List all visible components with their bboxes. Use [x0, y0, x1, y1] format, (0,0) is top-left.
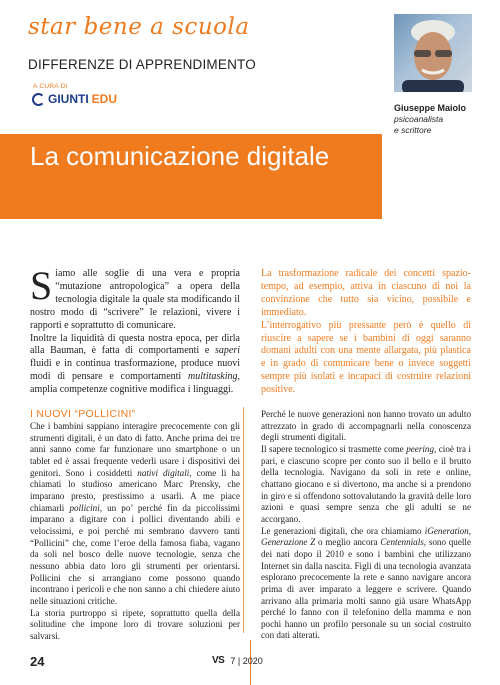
body-right-p1: Perché le nuove generazioni non hanno trovato un adulto attrezzato in grado di accompagnarli nella conoscenza degli strumenti digitali. [261, 409, 471, 443]
body-left-p1-b: , come li ha chiamati lo studioso americano Marc Prensky, che imparano presto, prestissimo a usarli. A me piace chiamarli [30, 467, 240, 513]
intro-text: iamo alle soglie di una vera e propria “mutazione antropologica” a opera della tecnologia digitale la quale sta modificando il nostro modo di “scrivere” le relazioni, vivere i rapporti e soprattutto di comunicare. [30, 268, 240, 331]
body-right-p3-a: Le generazioni digitali, che ora chiamiamo [261, 525, 425, 536]
giunti-g-icon [32, 93, 45, 106]
intro-p2-c: , amplia competenze cognitive modifica i linguaggi. [30, 371, 240, 396]
body-right-p3-c: , sono quelle dei nati dopo il 2010 e sono i bambini che utilizzano Internet sin dalla nascita. Figli di una tecnologia avanzata esplorano precocemente la rete e sanno navigare ancora prima di aver imparato a leggere e scrivere. Quando arrivano alla primaria molti sanno già usare WhatsApp perché lo fanno con il telefonino della mamma e non pochi hanno un profilo personale su un social costruito con dati alterati. [261, 537, 471, 641]
author-role-line1: psicoanalista [394, 114, 444, 124]
body-right-p3-em1: iGeneration, Generazione Z [261, 525, 471, 548]
author-role [394, 114, 443, 136]
body-right-p2-em: peering [406, 443, 434, 454]
intro-p2-a: Inoltre la liquidità di questa nostra epoca, per dirla alla Bauman, è fatta di comportamenti e [30, 332, 240, 357]
intro-paragraph-1 [30, 263, 240, 333]
page-number: 24 [30, 654, 45, 669]
column-divider [243, 407, 244, 633]
author-photo [394, 14, 472, 92]
intro-p2-em1: saperi [215, 345, 240, 357]
author-role-line2: e scrittore [394, 125, 432, 135]
body-left-p1-em1: nativi digitali [137, 467, 190, 478]
section-heading: DIFFERENZE DI APPRENDIMENTO [28, 57, 256, 72]
body-left-p1-em2: pollicini [69, 502, 100, 513]
intro-p2-em2: multitasking [188, 371, 238, 383]
issue-label: 7 | 2020 [230, 655, 263, 666]
body-left-p1 [30, 421, 240, 608]
body-left-column [30, 421, 240, 642]
body-right-p2 [261, 444, 471, 526]
author-portrait-icon [394, 14, 472, 92]
body-right-column [261, 409, 471, 642]
body-right-p3-b: o meglio ancora [315, 537, 381, 548]
intro-p2-b: fluidi e in continua trasformazione, produce nuovi modi di pensare e comportamenti [30, 358, 240, 383]
body-left-p1-a: Che i bambini sappiano interagire precocemente con gli strumenti digitali, è un dato di fatto. Anche prima dei tre anni sanno come far funzionare uno smartphone o un tablet ed è assai frequente vederli usare i dispositivi dei genitori. Sono i cosiddetti [30, 421, 240, 478]
body-right-p2-b: , cioè tra i pari, e ciascuno scopre per conto suo il bello e il brutto della tecnologia. Navigano da soli in rete e online, chattano giocano e si divertono, ma anche si a prendono in giro e si offendono sottovalutando la gravità delle loro azioni e quasi sempre senza che gli adulti se ne accorgano. [261, 443, 471, 524]
intro-left-column [30, 263, 240, 397]
brand-title: star bene a scuola [28, 14, 250, 40]
dropcap: S [30, 263, 53, 308]
curated-by-label: A CURA DI [33, 83, 68, 90]
article-title: La comunicazione digitale [30, 141, 330, 171]
author-name: Giuseppe Maiolo [394, 103, 467, 113]
body-right-p2-a: Il sapere tecnologico si trasmette come [261, 443, 407, 454]
publisher-sub: EDU [91, 92, 118, 106]
intro-right-column [261, 268, 471, 397]
body-right-p3-em2: Centennials [380, 537, 424, 548]
body-left-p2: La storia purtroppo si ripete, soprattutto quella della solitudine che impone loro di trovare soluzioni per salvarsi. [30, 607, 240, 641]
intro-right-p1: La trasformazione radicale dei concetti spazio-tempo, ad esempio, attiva in ciascuno di noi la convinzione che tutto sia vicino, possibile e immediato. [261, 268, 471, 318]
intro-right-p2: L’interrogativo più pressante però è quello di riuscire a sapere se i bambini di oggi saranno domani adulti con una mente allargata, più plastica e in grado di comunicare bene o invece soggetti sempre più isolati e incapaci di costruire relazioni positive. [261, 319, 471, 396]
footer-issue [212, 655, 263, 666]
publisher-main: GIUNTI [48, 92, 89, 106]
section-subheading: I NUOVI “POLLICINI” [30, 408, 136, 420]
magazine-logo: VS [212, 655, 225, 666]
intro-paragraph-2 [30, 333, 240, 398]
body-left-p1-c: , un po’ perché fin da piccolissimi imparano a digitare con i pollici diventando abili e velocissimi, e poi perché mi sembrano davvero tanti “Pollicini” che, come l’eroe della famosa fiaba, vagano da soli nel bosco delle nuove tecnologie, senza che nessuno abbia dato loro gli strumenti per orientarsi. Pollicini che si arrangiano come possono quando incontrano i pericoli e che non sanno a chi chiedere aiuto nelle situazioni critiche. [30, 502, 240, 606]
body-right-p3 [261, 526, 471, 643]
publisher-logo [32, 92, 117, 106]
